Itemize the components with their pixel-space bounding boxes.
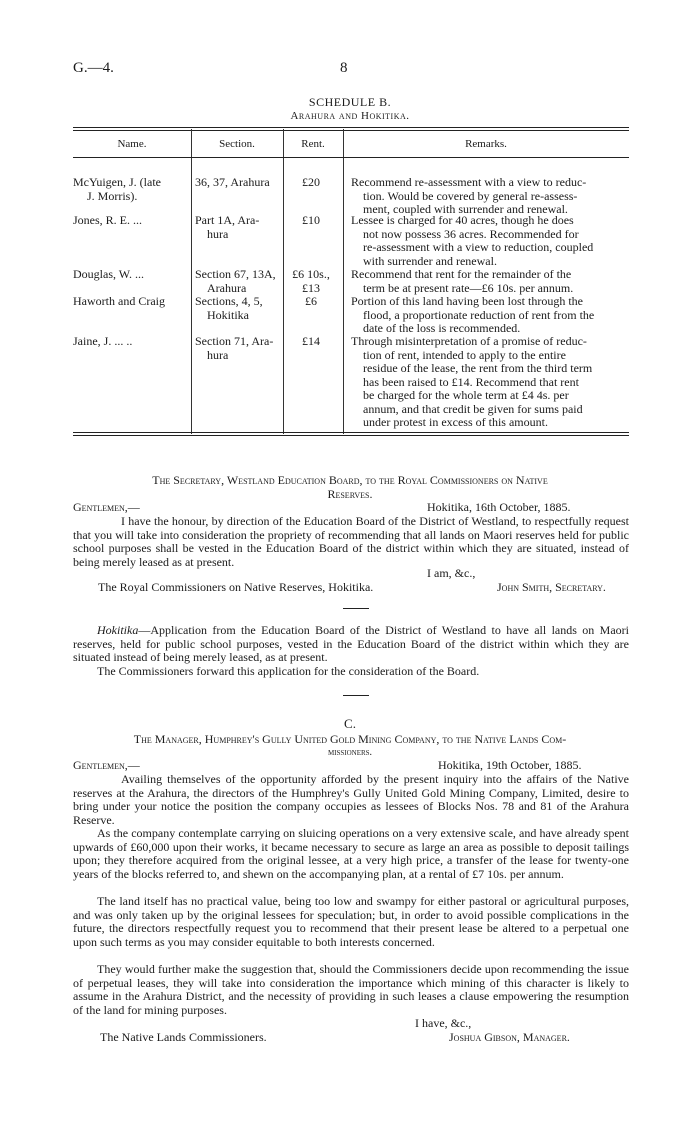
letter-paragraph: As the company contemplate carrying on sluicing operations on a very extensive scale, and have already spent upwards of £60,000 upon their works, it became necessary to secure as large an area as possible to deposit tailings upon; they therefore acquired from the original lessee, at a very high price, a transfer of the lease for twenty-one years of the blocks referred to, and shewn on the accompanying plan, at a rental of £7 10s. per annum. bbox=[73, 826, 629, 881]
page-number: 8 bbox=[340, 60, 348, 76]
cell-line: Arahura bbox=[207, 280, 247, 295]
cell-line: Part 1A, Ara- bbox=[195, 213, 260, 227]
letter-closing: I have, &c., bbox=[415, 1016, 472, 1030]
salutation: Gentlemen,— bbox=[73, 500, 140, 514]
cell-line: residue of the lease, the rent from the third term bbox=[363, 361, 593, 375]
table-row-remarks bbox=[351, 295, 629, 336]
letter-paragraph: They would further make the suggestion that, should the Commissioners decide upon recommending the issue of perpetual leases, they will take into consideration the importance which mining of this character is likely to assume in the Arahura District, and the necessity of providing in such leases a clause empowering the resumption of the land for mining purposes. bbox=[73, 962, 629, 1017]
cell-line: hura bbox=[207, 226, 229, 241]
minute-place: Hokitika bbox=[97, 623, 139, 637]
place-date: Hokitika, 19th October, 1885. bbox=[438, 758, 582, 772]
letter-heading-line: Reserves. bbox=[327, 487, 373, 501]
letter-closing: I am, &c., bbox=[427, 566, 476, 580]
cell-line: Through misinterpretation of a promise of reduc- bbox=[351, 334, 587, 348]
cell-line: tion. Would be covered by general re-assess- bbox=[363, 188, 578, 203]
cell-line: under protest in excess of this amount. bbox=[363, 415, 548, 429]
letter-paragraph: The land itself has no practical value, being too low and swampy for either pastoral or agricultural purposes, and was only taken up by the original lessees for speculation; but, in order to avoid possible complications in the future, the directors respectfully request you to recommend that their present lease be altered to a perpetual one upon such terms as you may consider equitable to both interests concerned. bbox=[73, 894, 629, 949]
letter-signature: John Smith, Secretary. bbox=[497, 580, 606, 594]
table-row-section bbox=[195, 268, 285, 295]
column-header-remarks: Remarks. bbox=[465, 138, 507, 150]
cell-line: Haworth and Craig bbox=[73, 294, 165, 308]
table-row-section bbox=[195, 176, 285, 190]
table-row-remarks bbox=[351, 268, 629, 295]
letter-label: C. bbox=[344, 716, 356, 731]
cell-line: flood, a proportionate reduction of rent from the bbox=[363, 307, 595, 322]
page-identifier: G.—4. bbox=[73, 60, 114, 76]
table-row-section bbox=[195, 214, 285, 241]
cell-line: date of the loss is recommended. bbox=[363, 321, 521, 335]
table-row-remarks bbox=[351, 214, 629, 268]
cell-line: Portion of this land having been lost through the bbox=[351, 294, 583, 308]
table-bottom-rule bbox=[73, 432, 629, 436]
cell-line: J. Morris). bbox=[87, 188, 138, 203]
cell-line: ment, coupled with surrender and renewal. bbox=[363, 202, 568, 216]
minute-paragraph bbox=[73, 624, 629, 665]
column-divider bbox=[343, 129, 344, 434]
letter-heading-line: missioners. bbox=[327, 747, 373, 758]
schedule-title: SCHEDULE B. bbox=[308, 95, 392, 109]
table-row-rent: £10 bbox=[302, 213, 320, 227]
cell-line: not now possess 36 acres. Recommended for bbox=[363, 226, 579, 241]
header-rule bbox=[73, 157, 629, 158]
cell-line: re-assessment with a view to reduction, coupled bbox=[363, 240, 594, 254]
table-row-remarks bbox=[351, 335, 629, 430]
table-row-name bbox=[73, 214, 187, 228]
cell-line: 36, 37, Arahura bbox=[195, 175, 270, 189]
salutation: Gentlemen,— bbox=[73, 758, 140, 772]
cell-line: with surrender and renewal. bbox=[363, 253, 497, 268]
minute-forward: The Commissioners forward this application for the consideration of the Board. bbox=[97, 664, 480, 678]
cell-line: Jaine, J. ... .. bbox=[73, 334, 133, 348]
table-top-rule bbox=[73, 127, 629, 131]
column-header-name: Name. bbox=[117, 138, 147, 150]
cell-line: Recommend that rent for the remainder of the bbox=[351, 267, 572, 281]
letter-addressee: The Native Lands Commissioners. bbox=[100, 1030, 267, 1044]
letter-signature: Joshua Gibson, Manager. bbox=[449, 1030, 570, 1044]
table-row-rent-extra: £13 bbox=[302, 281, 320, 295]
cell-line: Douglas, W. ... bbox=[73, 267, 145, 281]
cell-line: tion of rent, intended to apply to the entire bbox=[363, 347, 566, 362]
table-row-section bbox=[195, 335, 285, 362]
cell-line: Section 67, 13A, bbox=[195, 267, 276, 281]
table-row-name bbox=[73, 335, 187, 349]
cell-line: Lessee is charged for 40 acres, though he does bbox=[351, 213, 574, 227]
table-row-rent: £14 bbox=[302, 334, 320, 348]
letter-paragraph: Availing themselves of the opportunity afforded by the present inquiry into the affairs of the Native reserves at the Arahura, the directors of the Humphrey's Gully United Gold Mining Company, Limited, desire to bring under your notice the position the company occupies as lessees of Blocks Nos. 78 and 81 of the Arahura Reserve. bbox=[73, 772, 629, 827]
schedule-subtitle: Arahura and Hokitika. bbox=[290, 110, 410, 122]
table-row-name bbox=[73, 176, 187, 203]
minute-text: —Application from the Education Board of the District of Westland to have all lands on Maori reserves, held for public school purposes, vested in the Education Board of the district within which they are situated instead of being merely leased, as at present. bbox=[73, 623, 629, 665]
table-row-rent: £6 bbox=[305, 294, 317, 308]
table-row-name bbox=[73, 295, 187, 309]
cell-line: annum, and that credit be given for sums paid bbox=[363, 401, 583, 416]
cell-line: Recommend re-assessment with a view to reduc- bbox=[351, 175, 587, 189]
table-row-section bbox=[195, 295, 285, 322]
table-row-remarks bbox=[351, 176, 629, 217]
letter-heading-line: The Manager, Humphrey's Gully United Gold Mining Company, to the Native Lands Com- bbox=[133, 732, 567, 746]
cell-line: be charged for the whole term at £4 4s. per bbox=[363, 388, 569, 402]
cell-line: term be at present rate—£6 10s. per annum. bbox=[363, 280, 574, 295]
cell-line: Sections, 4, 5, bbox=[195, 294, 263, 308]
cell-line: Section 71, Ara- bbox=[195, 334, 274, 348]
section-divider bbox=[343, 608, 369, 609]
column-header-section: Section. bbox=[219, 138, 255, 150]
section-divider bbox=[343, 695, 369, 696]
place-date: Hokitika, 16th October, 1885. bbox=[427, 500, 571, 514]
letter-heading-line: The Secretary, Westland Education Board, to the Royal Commissioners on Native bbox=[152, 473, 548, 487]
column-header-rent: Rent. bbox=[301, 138, 325, 150]
table-row-rent: £20 bbox=[302, 175, 320, 189]
table-row-rent: £6 10s., bbox=[292, 267, 330, 281]
letter-heading bbox=[0, 474, 700, 488]
letter-addressee: The Royal Commissioners on Native Reserves, Hokitika. bbox=[98, 580, 374, 594]
cell-line: Jones, R. E. ... bbox=[73, 213, 142, 227]
table-row-name bbox=[73, 268, 187, 282]
cell-line: hura bbox=[207, 347, 229, 362]
cell-line: Hokitika bbox=[207, 307, 249, 322]
cell-line: McYuigen, J. (late bbox=[73, 175, 161, 189]
column-divider bbox=[191, 129, 192, 434]
cell-line: has been raised to £14. Recommend that rent bbox=[363, 374, 579, 389]
letter-body: I have the honour, by direction of the Education Board of the District of Westland, to respectfully request that you will take into consideration the propriety of recommending that all lands on Maori reserves held for public school purposes shall be vested in the Education Board of the district within which they are situated, instead of being merely leased as at present. bbox=[73, 514, 629, 569]
